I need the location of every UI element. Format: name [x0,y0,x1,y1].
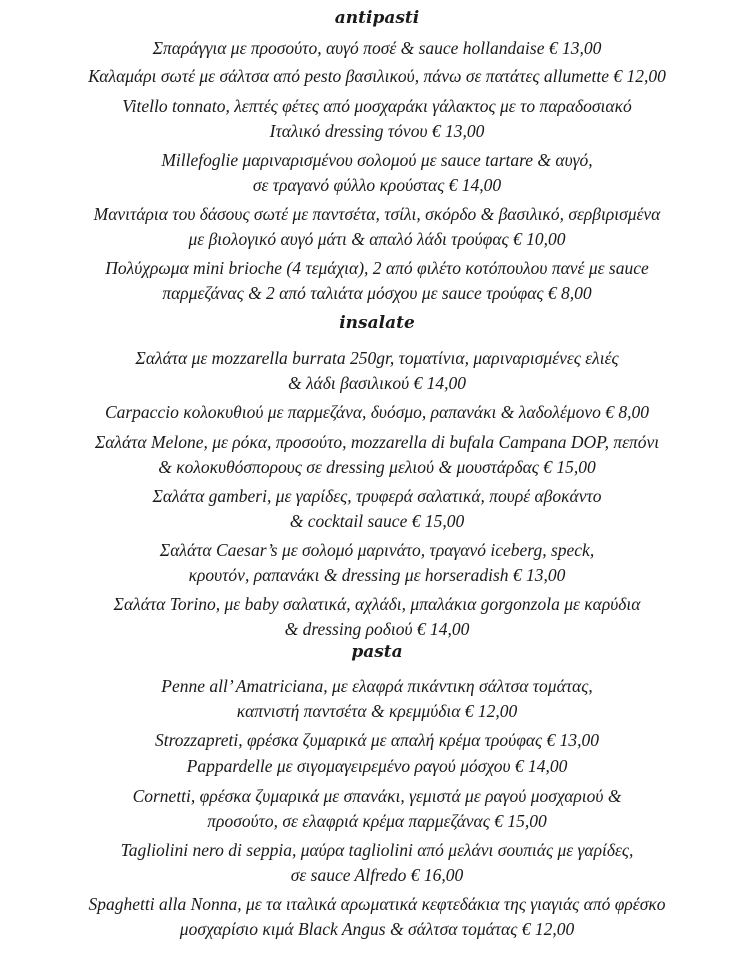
menu-item [0,784,754,834]
menu-item-line: Ιταλικό dressing τόνου € 13,00 [269,121,485,141]
menu-item [0,538,754,588]
menu-item-line: Σαλάτα Caesar’s με σολομό μαρινάτο, τραγανό iceberg, speck, [159,540,595,560]
menu-item [0,256,754,306]
menu-item [0,148,754,198]
menu-item [0,838,754,888]
menu-item-line: Strozzapreti, φρέσκα ζυμαρικά με απαλή κρέμα τρούφας € 13,00 [154,730,600,750]
menu-item [0,64,754,89]
menu-item-line: σε sauce Alfredo € 16,00 [290,865,464,885]
menu-item-line: Καλαμάρι σωτέ με σάλτσα από pesto βασιλικού, πάνω σε πατάτες allumette € 12,00 [88,66,666,86]
menu-item [0,36,754,61]
menu-item [0,892,754,942]
menu-item [0,592,754,642]
menu-item-line: Σπαράγγια με προσούτο, αυγό ποσέ & sauce hollandaise € 13,00 [152,38,602,58]
menu-item-line: Πολύχρωμα mini brioche (4 τεμάχια), 2 από φιλέτο κοτόπουλου πανέ με sauce [105,258,649,278]
menu-item-line: Pappardelle με σιγομαγειρεμένο ραγού μόσχου € 14,00 [186,756,568,776]
section-title-antipasti: antipasti [334,8,420,28]
menu-item [0,430,754,480]
menu-item-line: Penne all’ Amatriciana, με ελαφρά πικάντικη σάλτσα τομάτας, [161,676,593,696]
menu-item-line: Carpaccio κολοκυθιού με παρμεζάνα, δυόσμο, ραπανάκι & λαδολέμονο € 8,00 [104,402,650,422]
menu-item-line: Vitello tonnato, λεπτές φέτες από μοσχαράκι γάλακτος με το παραδοσιακό [122,96,632,116]
menu-item-line: Μανιτάρια του δάσους σωτέ με παντσέτα, τσίλι, σκόρδο & βασιλικό, σερβιρισμένα [93,204,661,224]
menu-item [0,754,754,779]
menu-item [0,202,754,252]
menu-item-line: & λάδι βασιλικού € 14,00 [287,373,467,393]
section-title-pasta: pasta [351,642,403,662]
section-title-insalate: insalate [339,313,415,333]
menu-item-line: Tagliolini nero di seppia, μαύρα tagliolini από μελάνι σουπιάς με γαρίδες, [120,840,634,860]
menu-item-line: Spaghetti alla Nonna, με τα ιταλικά αρωματικά κεφτεδάκια της γιαγιάς από φρέσκο [88,894,666,914]
menu-item-line: & cocktail sauce € 15,00 [289,511,465,531]
menu-item-line: Millefoglie μαριναρισμένου σολομού με sauce tartare & αυγό, [161,150,593,170]
menu-item-line: Σαλάτα με mozzarella burrata 250gr, τοματίνια, μαριναρισμένες ελιές [135,348,619,368]
menu-item-line: & dressing ροδιού € 14,00 [284,619,470,639]
menu-item-line: μοσχαρίσιο κιμά Black Angus & σάλτσα τομάτας € 12,00 [179,919,575,939]
menu-item-line: & κολοκυθόσπορους σε dressing μελιού & μουστάρδας € 15,00 [158,457,596,477]
menu-item-line: Σαλάτα gamberi, με γαρίδες, τρυφερά σαλατικά, πουρέ αβοκάντο [152,486,602,506]
menu-item [0,484,754,534]
menu-item-line: κρουτόν, ραπανάκι & dressing με horseradish € 13,00 [188,565,566,585]
menu-item-line: παρμεζάνας & 2 από ταλιάτα μόσχου με sauce τρούφας € 8,00 [162,283,592,303]
menu-item-line: σε τραγανό φύλλο κρούστας € 14,00 [252,175,502,195]
menu-item [0,728,754,753]
menu-item [0,346,754,396]
menu-item [0,674,754,724]
menu-item-line: Σαλάτα Melone, με ρόκα, προσούτο, mozzarella di bufala Campana DOP, πεπόνι [94,432,660,452]
menu-item-line: Cornetti, φρέσκα ζυμαρικά με σπανάκι, γεμιστά με ραγού μοσχαριού & [132,786,622,806]
menu-item-line: Σαλάτα Torino, με baby σαλατικά, αχλάδι, μπαλάκια gorgonzola με καρύδια [113,594,641,614]
menu-item-line: καπνιστή παντσέτα & κρεμμύδια € 12,00 [236,701,518,721]
menu-item-line: με βιολογικό αυγό μάτι & απαλό λάδι τρούφας € 10,00 [188,229,566,249]
menu-item [0,94,754,144]
menu-item [0,400,754,425]
menu-item-line: προσούτο, σε ελαφριά κρέμα παρμεζάνας € 15,00 [207,811,547,831]
